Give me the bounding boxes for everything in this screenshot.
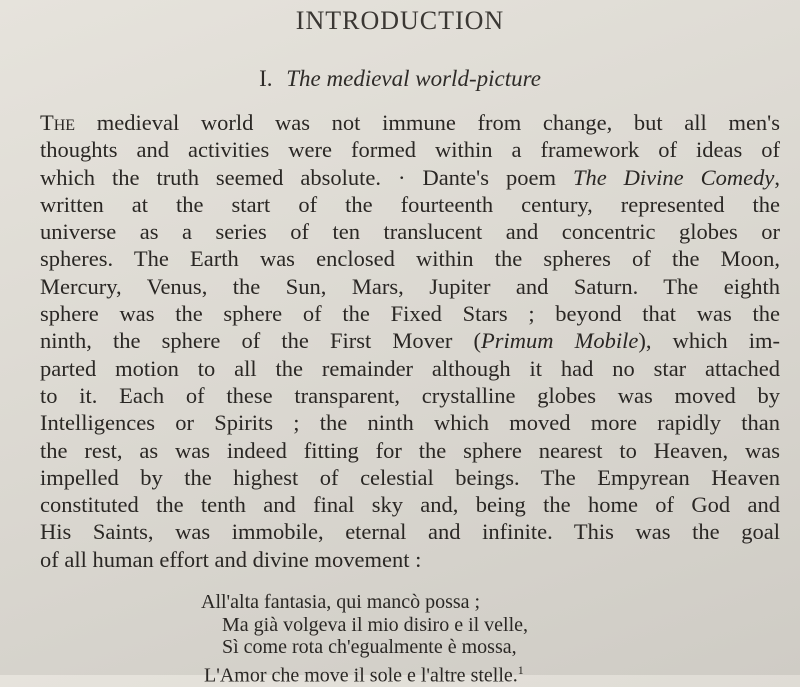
latin-term: Primum Mobile (481, 328, 639, 354)
section-number: I. (259, 66, 273, 91)
line-text: ninth, the sphere of the First Mover ( (40, 328, 482, 354)
line-text: medieval world was not immune from change, but all men's (75, 110, 780, 135)
paragraph-line-9 (40, 327, 780, 354)
body-paragraph (40, 109, 780, 573)
paragraph-line-6: spheres. The Earth was enclosed within the spheres of the Moon, (40, 246, 780, 272)
work-title: The Divine Comedy (572, 164, 775, 190)
verse-line-4 (0, 659, 800, 687)
paragraph-line-17: of all human effort and divine movement : (40, 546, 422, 572)
paragraph-line-4: written at the start of the fourteenth century, represented the (40, 191, 780, 217)
paragraph-line-14: impelled by the highest of celestial beings. The Empyrean Heaven (40, 464, 780, 490)
chapter-title: INTRODUCTION (295, 6, 505, 35)
paragraph-line-8: sphere was the sphere of the Fixed Stars ; beyond that was the (40, 301, 780, 327)
paragraph-line-12: Intelligences or Spirits ; the ninth which moved more rapidly than (40, 410, 780, 436)
paragraph-line-11: to it. Each of these transparent, crystalline globes was moved by (40, 382, 780, 408)
section-heading (0, 66, 800, 92)
verse-quotation (0, 591, 800, 687)
paragraph-line-13: the rest, as was indeed fitting for the sphere nearest to Heaven, was (40, 437, 780, 463)
opening-word: The (40, 110, 76, 135)
verse-text: L'Amor che move il sole e l'altre stelle. (204, 664, 518, 687)
verse-line-1: All'alta fantasia, qui mancò possa ; (201, 591, 481, 613)
paragraph-line-10: parted motion to all the remainder although it had no star attached (40, 355, 780, 381)
line-text: ), which im- (638, 328, 780, 354)
section-title: The medieval world-picture (286, 66, 541, 91)
verse-line-2: Ma già volgeva il mio disiro e il velle, (222, 613, 529, 636)
paragraph-line-16: His Saints, was immobile, eternal and infinite. This was the goal (40, 519, 780, 545)
paragraph-line-15: constituted the tenth and final sky and, being the home of God and (40, 492, 780, 518)
paragraph-line-3 (40, 164, 780, 191)
paragraph-line-1 (40, 109, 780, 136)
footnote-marker: 1 (517, 662, 524, 677)
line-text: which the truth seemed absolute. · Dante's poem (40, 164, 573, 190)
paragraph-line-2: thoughts and activities were formed within a framework of ideas of (40, 137, 780, 163)
line-text: , (774, 164, 780, 190)
verse-line-3: Sì come rota ch'egualmente è mossa, (222, 636, 517, 658)
paragraph-line-5: universe as a series of ten translucent and concentric globes or (40, 219, 780, 245)
paragraph-line-7: Mercury, Venus, the Sun, Mars, Jupiter and Saturn. The eighth (40, 273, 780, 299)
